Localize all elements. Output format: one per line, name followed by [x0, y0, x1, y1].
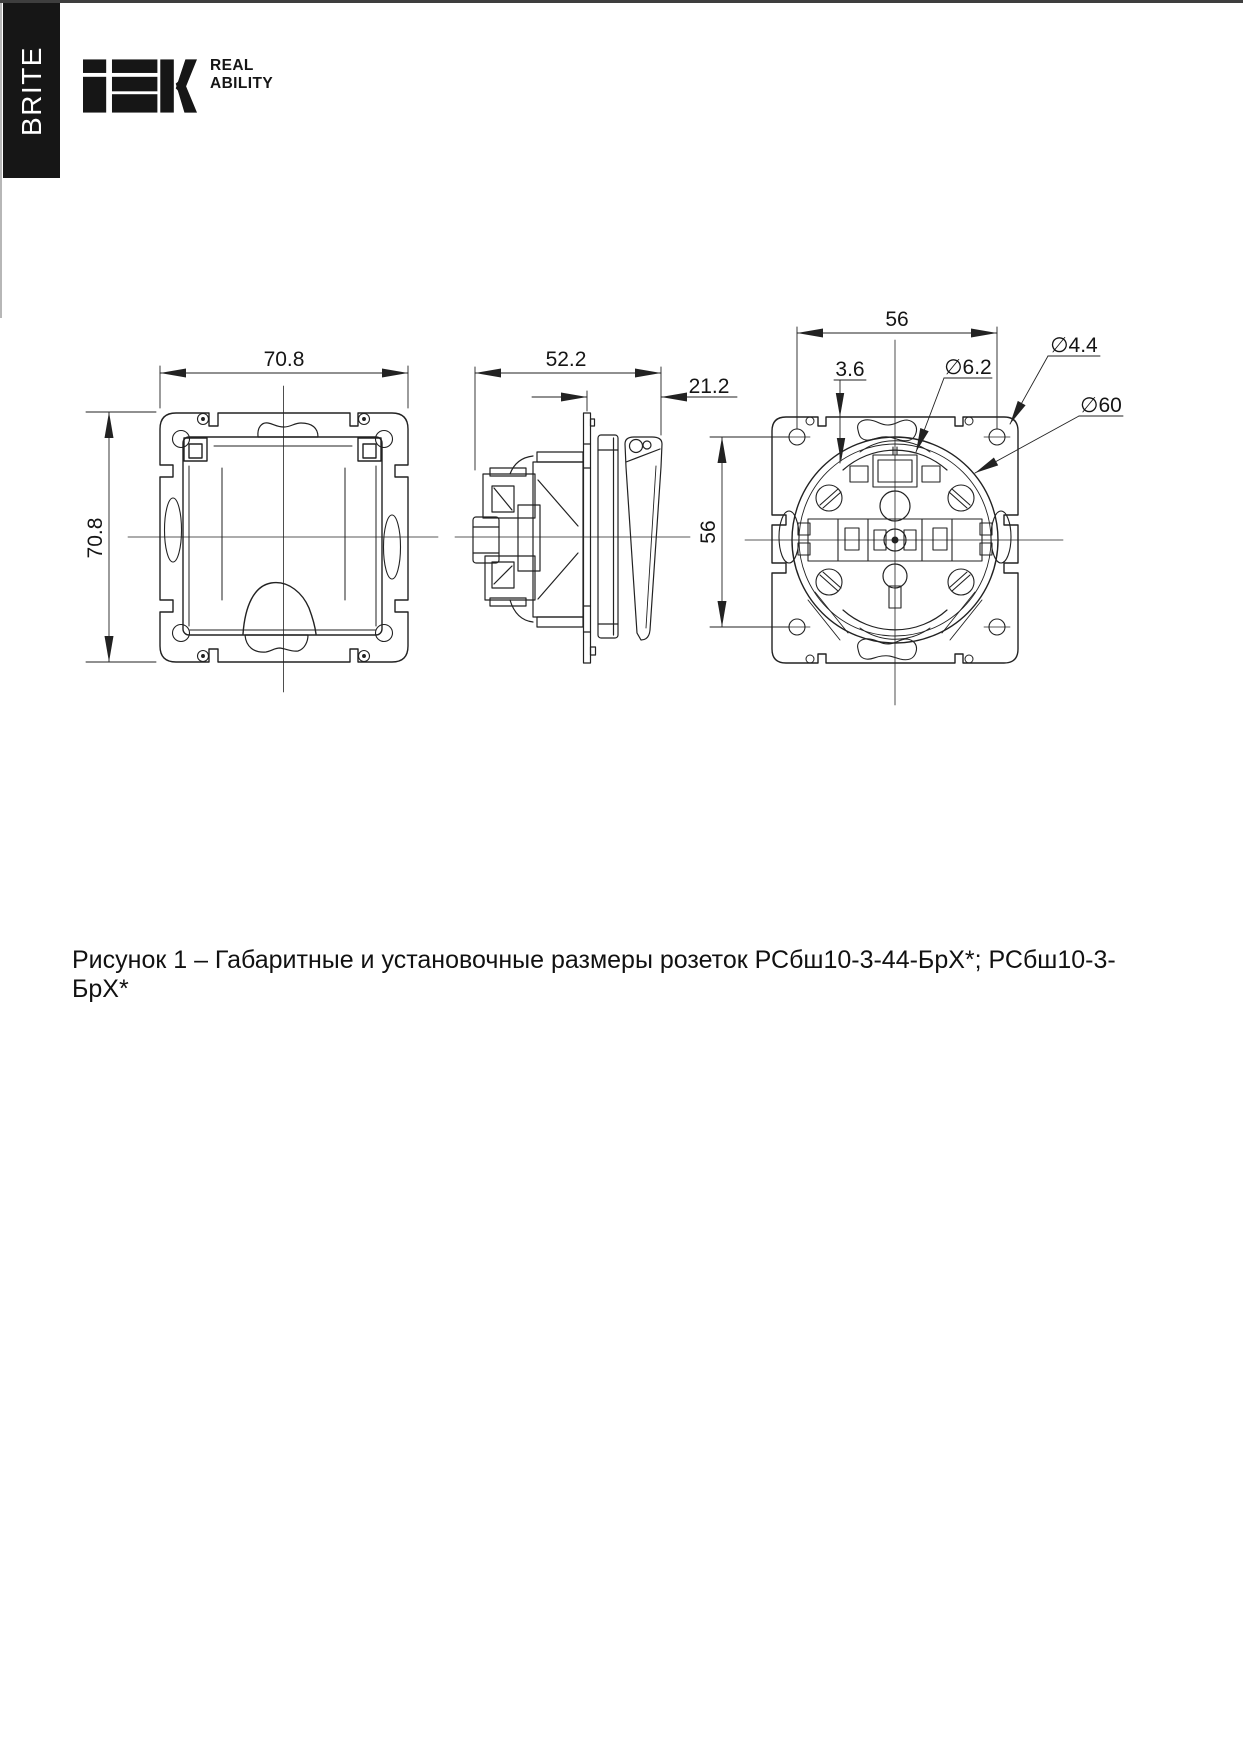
front-width-dimension — [160, 366, 408, 408]
side-mechanism — [473, 452, 583, 627]
front-lid-outline — [183, 437, 382, 635]
side-depth-dimension — [475, 367, 661, 470]
rear-clamp-hole-leader — [916, 378, 992, 452]
rear-spacing-v-dimension — [710, 437, 789, 627]
logo-tagline-line2: ABILITY — [210, 75, 274, 92]
logo-tagline-line1: REAL — [210, 57, 254, 74]
brite-series-label: BRITE — [15, 45, 47, 136]
rear-spacing-h-label: 56 — [885, 308, 909, 331]
rear-support-dia-label: ∅60 — [1080, 394, 1122, 417]
rear-claw-offset-label: 3.6 — [835, 358, 865, 381]
side-frame-section — [598, 435, 618, 638]
side-depth-label: 52.2 — [545, 348, 587, 371]
front-width-label: 70.8 — [263, 348, 305, 371]
rear-spacing-v-label: 56 — [697, 520, 720, 544]
rear-mount-hole-label: ∅4.4 — [1050, 334, 1098, 357]
rear-view — [697, 308, 1123, 705]
side-lid-flap — [625, 437, 662, 640]
side-protrusion-label: 21.2 — [688, 375, 730, 398]
rear-clamp-hole-label: ∅6.2 — [944, 356, 992, 379]
front-lid-dome — [243, 583, 316, 634]
front-plate-outline — [160, 413, 408, 662]
side-view — [455, 348, 737, 663]
figure-caption: Рисунок 1 – Габаритные и установочные размеры розеток РСбш10-3-44-БрХ*; РСбш10-3-БрХ* — [72, 946, 1116, 1003]
front-view — [84, 348, 438, 692]
front-height-label: 70.8 — [84, 517, 107, 559]
side-support-plate — [584, 413, 596, 663]
